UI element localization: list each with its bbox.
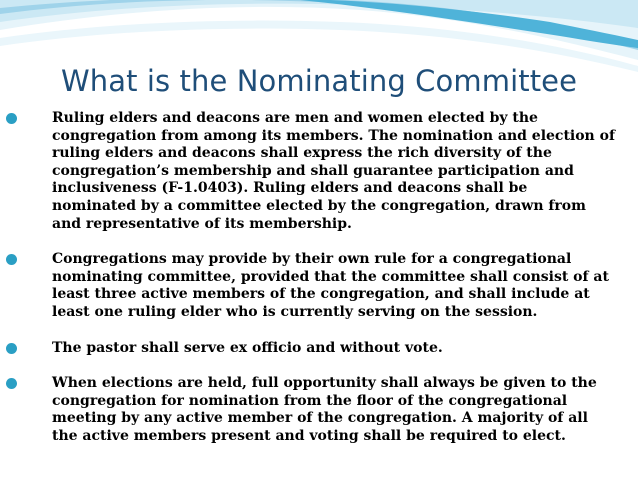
bullet-icon	[6, 113, 17, 124]
bullet-text: When elections are held, full opportunity shall always be given to the congregation for nomination from the floor of the congregational meeting by any active member of the congregation. A majority of all the active members present and voting shall be required to elect.	[52, 375, 597, 444]
list-item	[6, 375, 616, 445]
bullet-list	[6, 110, 616, 464]
bullet-text: Congregations may provide by their own rule for a congregational nominating committee, provided that the committee shall consist of at least three active members of the congregation, and shall include at least one ruling elder who is currently serving on the session.	[52, 251, 609, 320]
bullet-icon	[6, 343, 17, 354]
bullet-text: Ruling elders and deacons are men and women elected by the congregation from among its members. The nomination and election of ruling elders and deacons shall express the rich diversity of the congregation’s membership and shall guarantee participation and inclusiveness (F-1.0403). Ruling elders and deacons shall be nominated by a committee elected by the congregation, drawn from and representative of its membership.	[52, 110, 615, 232]
bullet-icon	[6, 254, 17, 265]
list-item	[6, 110, 616, 233]
list-item	[6, 340, 616, 358]
page-title: What is the Nominating Committee	[60, 64, 578, 98]
bullet-text: The pastor shall serve ex officio and without vote.	[52, 339, 443, 356]
list-item	[6, 251, 616, 321]
header-wave-decoration	[0, 0, 638, 120]
bullet-icon	[6, 378, 17, 389]
